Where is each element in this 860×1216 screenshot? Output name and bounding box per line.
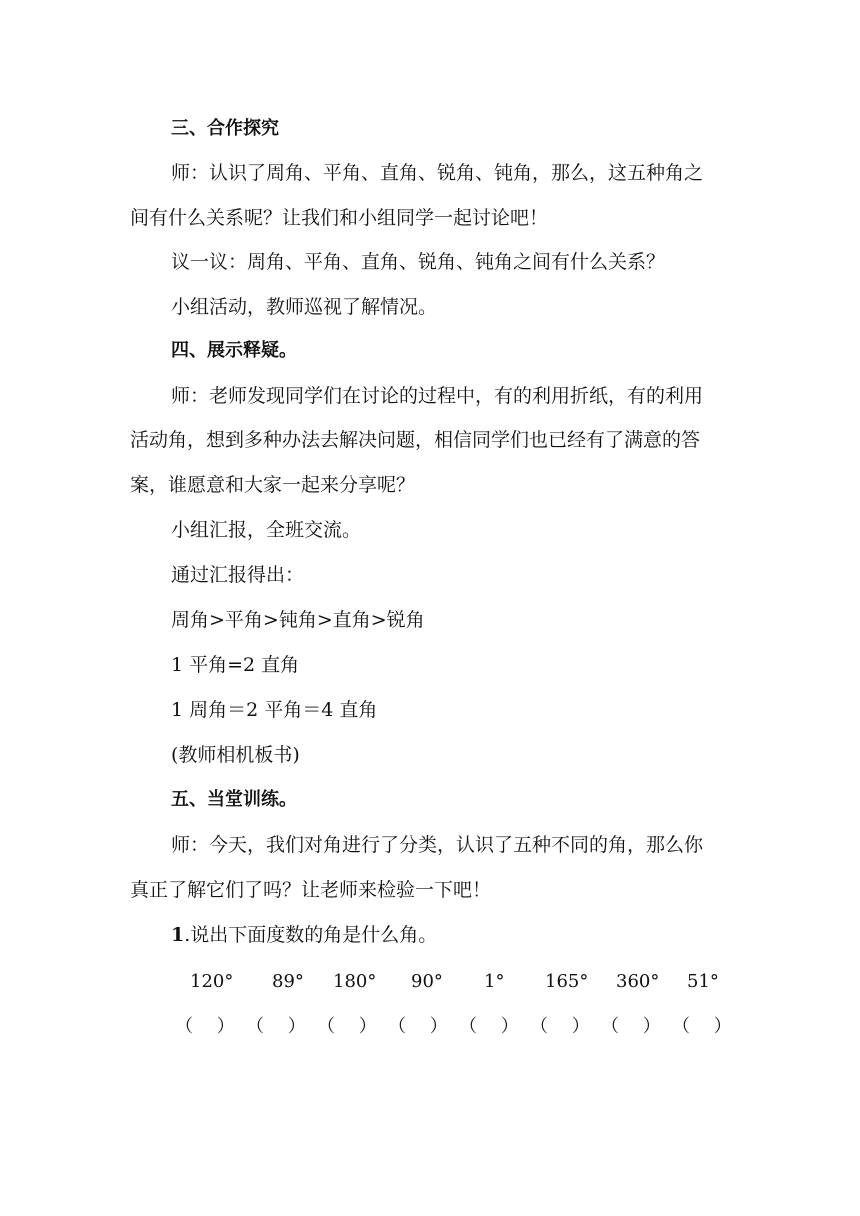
degree-value: 165° <box>545 971 589 992</box>
answer-blank[interactable]: （ ） <box>175 1016 235 1037</box>
answer-blank[interactable]: （ ） <box>530 1016 590 1037</box>
section-heading-3: 三、合作探究 <box>171 118 279 139</box>
section-heading-4: 四、展示释疑。 <box>171 340 297 361</box>
equation-line: 1 周角＝2 平角＝4 直角 <box>171 699 378 721</box>
paragraph-line: 议一议：周角、平角、直角、锐角、钝角之间有什么关系？ <box>171 251 666 273</box>
answer-blank[interactable]: （ ） <box>459 1016 519 1037</box>
degree-value: 180° <box>333 971 377 992</box>
equation-line: 1 平角=2 直角 <box>171 654 300 676</box>
degree-value: 1° <box>484 971 505 992</box>
paragraph-line: 小组汇报，全班交流。 <box>171 519 362 541</box>
paragraph-line: 师：认识了周角、平角、直角、锐角、钝角，那么，这五种角之 <box>171 162 704 184</box>
answer-blank[interactable]: （ ） <box>388 1016 448 1037</box>
order-relation: 周角>平角>钝角>直角>锐角 <box>171 609 425 631</box>
degree-value: 90° <box>411 971 443 992</box>
degree-value: 89° <box>272 971 304 992</box>
answer-blank[interactable]: （ ） <box>601 1016 661 1037</box>
paragraph-line: 真正了解它们了吗？让老师来检验一下吧！ <box>130 879 492 901</box>
answer-blank[interactable]: （ ） <box>317 1016 377 1037</box>
paragraph-line: 师：老师发现同学们在讨论的过程中，有的利用折纸，有的利用 <box>171 385 704 407</box>
degree-value: 360° <box>616 971 660 992</box>
paragraph-line: 案，谁愿意和大家一起来分享呢？ <box>130 474 416 496</box>
paragraph-line: 间有什么关系呢？让我们和小组同学一起讨论吧！ <box>130 207 549 229</box>
board-note: (教师相机板书) <box>171 744 300 766</box>
paragraph-line: 活动角，想到多种办法去解决问题，相信同学们也已经有了满意的答 <box>130 429 701 451</box>
answer-blank[interactable]: （ ） <box>672 1016 732 1037</box>
question-text: .说出下面度数的角是什么角。 <box>184 924 438 946</box>
answer-blank[interactable]: （ ） <box>246 1016 306 1037</box>
paragraph-line: 师：今天，我们对角进行了分类，认识了五种不同的角，那么你 <box>171 834 704 856</box>
question-1 <box>171 923 776 947</box>
section-heading-5: 五、当堂训练。 <box>171 789 297 810</box>
degree-value: 51° <box>687 971 719 992</box>
degree-value: 120° <box>190 971 234 992</box>
paragraph-line: 通过汇报得出： <box>171 564 305 586</box>
paragraph-line: 小组活动，教师巡视了解情况。 <box>171 296 438 318</box>
question-number: 1 <box>171 924 185 946</box>
